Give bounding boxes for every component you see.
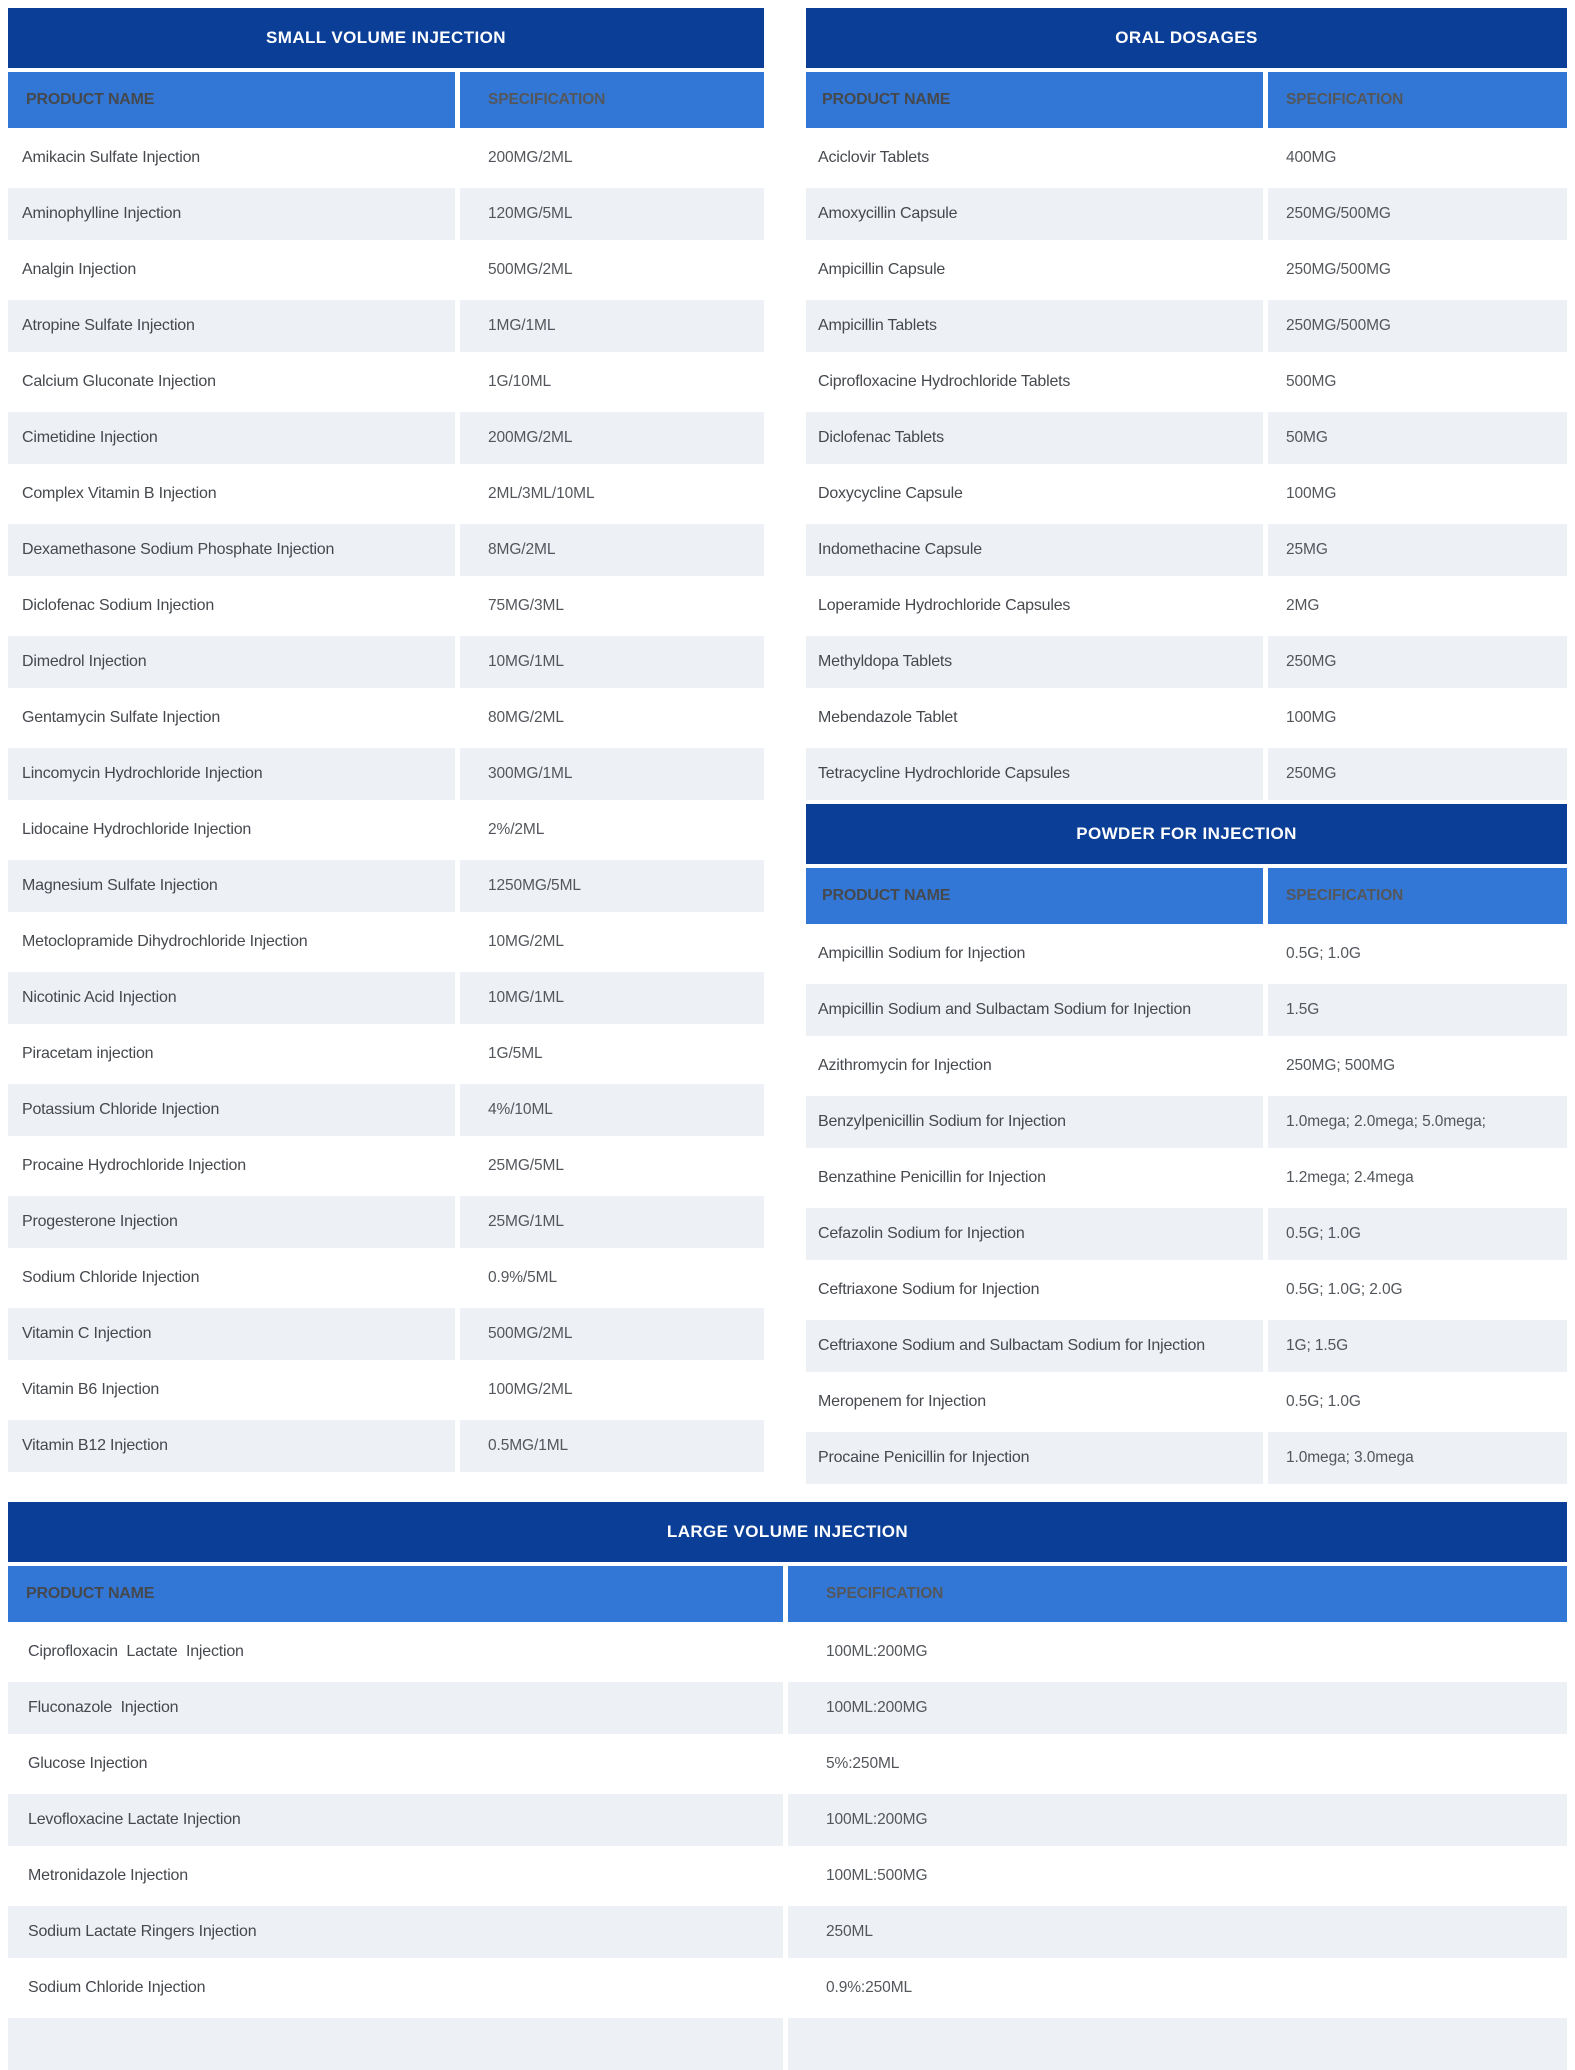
product-name-cell: Vitamin B12 Injection — [8, 1420, 455, 1472]
product-name-cell: Ciprofloxacine Hydrochloride Tablets — [806, 356, 1263, 408]
table-row — [806, 1320, 1567, 1372]
specification-cell: 100MG — [1268, 468, 1567, 520]
product-name-cell: Magnesium Sulfate Injection — [8, 860, 455, 912]
product-name-cell: Sodium Lactate Ringers Injection — [8, 1906, 783, 1958]
product-name-cell: Benzathine Penicillin for Injection — [806, 1152, 1263, 1204]
table-row — [8, 1906, 1567, 1958]
small-volume-injection-table — [8, 8, 764, 1472]
table-row — [8, 356, 764, 408]
table-row — [806, 1208, 1567, 1260]
product-name-cell: Aciclovir Tablets — [806, 132, 1263, 184]
table-rows — [806, 132, 1567, 800]
specification-cell: 0.9%:250ML — [788, 1962, 1567, 2014]
product-name-cell: Potassium Chloride Injection — [8, 1084, 455, 1136]
specification-cell: 200MG/2ML — [460, 132, 764, 184]
specification-cell: 10MG/1ML — [460, 972, 764, 1024]
table-row — [806, 580, 1567, 632]
product-name-cell: Metronidazole Injection — [8, 1850, 783, 1902]
specification-cell: 120MG/5ML — [460, 188, 764, 240]
specification-cell: 4%/10ML — [460, 1084, 764, 1136]
oral-dosages-table — [806, 8, 1567, 800]
table-row — [8, 916, 764, 968]
product-name-cell: Azithromycin for Injection — [806, 1040, 1263, 1092]
table-row — [8, 1252, 764, 1304]
table-row — [806, 1096, 1567, 1148]
product-name-cell — [8, 2018, 783, 2070]
specification-cell: 500MG — [1268, 356, 1567, 408]
specification-cell: 100ML:500MG — [788, 1850, 1567, 1902]
specification-cell: 250ML — [788, 1906, 1567, 1958]
product-name-cell: Ampicillin Sodium and Sulbactam Sodium for Injection — [806, 984, 1263, 1036]
table-row — [806, 1376, 1567, 1428]
specification-cell: 1G; 1.5G — [1268, 1320, 1567, 1372]
table-row — [8, 1196, 764, 1248]
product-name-cell: Ampicillin Tablets — [806, 300, 1263, 352]
specification-cell: 0.5MG/1ML — [460, 1420, 764, 1472]
table-title: POWDER FOR INJECTION — [806, 804, 1567, 864]
table-row — [806, 468, 1567, 520]
specification-cell: 250MG/500MG — [1268, 244, 1567, 296]
specification-cell: 25MG — [1268, 524, 1567, 576]
table-row — [8, 1028, 764, 1080]
table-row — [8, 860, 764, 912]
partial-clipped-row — [8, 2018, 1567, 2070]
table-row — [8, 972, 764, 1024]
specification-cell: 10MG/1ML — [460, 636, 764, 688]
product-name-cell: Procaine Hydrochloride Injection — [8, 1140, 455, 1192]
product-name-cell: Vitamin B6 Injection — [8, 1364, 455, 1416]
specification-cell: 1.0mega; 3.0mega — [1268, 1432, 1567, 1484]
specification-cell: 100ML:200MG — [788, 1794, 1567, 1846]
specification-column-header: SPECIFICATION — [1268, 868, 1567, 924]
table-row — [8, 132, 764, 184]
large-volume-injection-table — [8, 1502, 1567, 2070]
product-name-cell: Aminophylline Injection — [8, 188, 455, 240]
table-row — [8, 1420, 764, 1472]
table-row — [8, 1682, 1567, 1734]
specification-cell: 1250MG/5ML — [460, 860, 764, 912]
product-name-cell: Levofloxacine Lactate Injection — [8, 1794, 783, 1846]
specification-cell: 400MG — [1268, 132, 1567, 184]
product-name-cell: Calcium Gluconate Injection — [8, 356, 455, 408]
specification-cell: 10MG/2ML — [460, 916, 764, 968]
product-name-cell: Cefazolin Sodium for Injection — [806, 1208, 1263, 1260]
specification-cell: 250MG — [1268, 748, 1567, 800]
table-title: SMALL VOLUME INJECTION — [8, 8, 764, 68]
table-rows — [8, 132, 764, 1472]
specification-cell: 1MG/1ML — [460, 300, 764, 352]
specification-column-header: SPECIFICATION — [788, 1566, 1567, 1622]
product-name-column-header: PRODUCT NAME — [806, 72, 1263, 128]
column-header-row — [806, 868, 1567, 924]
product-name-cell: Benzylpenicillin Sodium for Injection — [806, 1096, 1263, 1148]
product-name-cell: Metoclopramide Dihydrochloride Injection — [8, 916, 455, 968]
specification-cell: 500MG/2ML — [460, 1308, 764, 1360]
table-title: LARGE VOLUME INJECTION — [8, 1502, 1567, 1562]
specification-cell: 100MG — [1268, 692, 1567, 744]
specification-cell: 5%:250ML — [788, 1738, 1567, 1790]
table-row — [806, 356, 1567, 408]
table-row — [8, 636, 764, 688]
specification-cell: 8MG/2ML — [460, 524, 764, 576]
product-name-column-header: PRODUCT NAME — [806, 868, 1263, 924]
table-row — [8, 1962, 1567, 2014]
specification-cell: 500MG/2ML — [460, 244, 764, 296]
product-name-cell: Amoxycillin Capsule — [806, 188, 1263, 240]
specification-column-header: SPECIFICATION — [1268, 72, 1567, 128]
table-row — [806, 636, 1567, 688]
specification-cell: 0.5G; 1.0G — [1268, 1208, 1567, 1260]
product-name-cell: Tetracycline Hydrochloride Capsules — [806, 748, 1263, 800]
table-row — [806, 748, 1567, 800]
product-name-cell: Analgin Injection — [8, 244, 455, 296]
product-name-cell: Procaine Penicillin for Injection — [806, 1432, 1263, 1484]
table-row — [806, 412, 1567, 464]
specification-column-header: SPECIFICATION — [460, 72, 764, 128]
specification-cell: 50MG — [1268, 412, 1567, 464]
specification-cell: 300MG/1ML — [460, 748, 764, 800]
product-name-cell: Ciprofloxacin Lactate Injection — [8, 1626, 783, 1678]
specification-cell: 200MG/2ML — [460, 412, 764, 464]
table-row — [8, 1626, 1567, 1678]
table-row — [806, 188, 1567, 240]
specification-cell: 0.5G; 1.0G; 2.0G — [1268, 1264, 1567, 1316]
product-name-cell: Cimetidine Injection — [8, 412, 455, 464]
product-name-cell: Diclofenac Tablets — [806, 412, 1263, 464]
specification-cell: 100MG/2ML — [460, 1364, 764, 1416]
table-row — [806, 1264, 1567, 1316]
table-row — [8, 300, 764, 352]
table-row — [806, 244, 1567, 296]
left-column — [8, 8, 764, 1476]
table-row — [806, 524, 1567, 576]
specification-cell: 250MG; 500MG — [1268, 1040, 1567, 1092]
product-name-cell: Fluconazole Injection — [8, 1682, 783, 1734]
table-row — [8, 1364, 764, 1416]
product-name-cell: Complex Vitamin B Injection — [8, 468, 455, 520]
table-row — [8, 188, 764, 240]
product-name-cell: Gentamycin Sulfate Injection — [8, 692, 455, 744]
column-header-row — [8, 72, 764, 128]
table-rows — [8, 1626, 1567, 2014]
table-row — [806, 1432, 1567, 1484]
product-name-cell: Indomethacine Capsule — [806, 524, 1263, 576]
product-name-cell: Ceftriaxone Sodium and Sulbactam Sodium for Injection — [806, 1320, 1263, 1372]
product-name-cell: Vitamin C Injection — [8, 1308, 455, 1360]
specification-cell: 80MG/2ML — [460, 692, 764, 744]
specification-cell: 100ML:200MG — [788, 1682, 1567, 1734]
specification-cell: 1G/10ML — [460, 356, 764, 408]
product-name-cell: Methyldopa Tablets — [806, 636, 1263, 688]
product-name-cell: Dexamethasone Sodium Phosphate Injection — [8, 524, 455, 576]
specification-cell: 25MG/5ML — [460, 1140, 764, 1192]
specification-cell: 2%/2ML — [460, 804, 764, 856]
table-row — [8, 412, 764, 464]
table-row — [806, 1040, 1567, 1092]
product-name-cell: Sodium Chloride Injection — [8, 1962, 783, 2014]
table-row — [8, 748, 764, 800]
specification-cell: 25MG/1ML — [460, 1196, 764, 1248]
product-name-cell: Ceftriaxone Sodium for Injection — [806, 1264, 1263, 1316]
table-row — [8, 1738, 1567, 1790]
specification-cell: 0.5G; 1.0G — [1268, 1376, 1567, 1428]
specification-cell: 1.2mega; 2.4mega — [1268, 1152, 1567, 1204]
product-name-cell: Lidocaine Hydrochloride Injection — [8, 804, 455, 856]
product-name-cell: Diclofenac Sodium Injection — [8, 580, 455, 632]
product-name-cell: Dimedrol Injection — [8, 636, 455, 688]
table-row — [8, 804, 764, 856]
product-name-cell: Amikacin Sulfate Injection — [8, 132, 455, 184]
product-name-cell: Loperamide Hydrochloride Capsules — [806, 580, 1263, 632]
table-row — [8, 468, 764, 520]
specification-cell: 250MG — [1268, 636, 1567, 688]
specification-cell: 1.0mega; 2.0mega; 5.0mega; — [1268, 1096, 1567, 1148]
product-name-column-header: PRODUCT NAME — [8, 1566, 783, 1622]
product-name-cell: Doxycycline Capsule — [806, 468, 1263, 520]
specification-cell: 2MG — [1268, 580, 1567, 632]
specification-cell: 75MG/3ML — [460, 580, 764, 632]
table-row — [8, 1794, 1567, 1846]
product-name-cell: Glucose Injection — [8, 1738, 783, 1790]
table-row — [8, 244, 764, 296]
table-row — [806, 928, 1567, 980]
specification-cell: 0.5G; 1.0G — [1268, 928, 1567, 980]
product-name-cell: Ampicillin Sodium for Injection — [806, 928, 1263, 980]
product-name-column-header: PRODUCT NAME — [8, 72, 455, 128]
specification-cell: 250MG/500MG — [1268, 300, 1567, 352]
table-row — [806, 132, 1567, 184]
product-name-cell: Lincomycin Hydrochloride Injection — [8, 748, 455, 800]
table-title: ORAL DOSAGES — [806, 8, 1567, 68]
table-row — [8, 1140, 764, 1192]
table-row — [8, 524, 764, 576]
specification-cell — [788, 2018, 1567, 2070]
specification-cell: 250MG/500MG — [1268, 188, 1567, 240]
powder-for-injection-table — [806, 804, 1567, 1484]
table-row — [8, 1084, 764, 1136]
table-row — [8, 1308, 764, 1360]
right-column — [806, 8, 1567, 1488]
table-row — [806, 300, 1567, 352]
table-rows — [806, 928, 1567, 1484]
product-name-cell: Sodium Chloride Injection — [8, 1252, 455, 1304]
table-row — [806, 1152, 1567, 1204]
specification-cell: 1G/5ML — [460, 1028, 764, 1080]
table-row — [806, 984, 1567, 1036]
table-row — [8, 692, 764, 744]
column-header-row — [8, 1566, 1567, 1622]
specification-cell: 2ML/3ML/10ML — [460, 468, 764, 520]
specification-cell: 1.5G — [1268, 984, 1567, 1036]
table-row — [8, 1850, 1567, 1902]
specification-cell: 100ML:200MG — [788, 1626, 1567, 1678]
product-name-cell: Meropenem for Injection — [806, 1376, 1263, 1428]
product-name-cell: Nicotinic Acid Injection — [8, 972, 455, 1024]
product-name-cell: Progesterone Injection — [8, 1196, 455, 1248]
product-name-cell: Atropine Sulfate Injection — [8, 300, 455, 352]
product-name-cell: Piracetam injection — [8, 1028, 455, 1080]
product-name-cell: Mebendazole Tablet — [806, 692, 1263, 744]
column-header-row — [806, 72, 1567, 128]
product-name-cell: Ampicillin Capsule — [806, 244, 1263, 296]
top-tables-area — [8, 8, 1567, 1488]
table-row — [806, 692, 1567, 744]
specification-cell: 0.9%/5ML — [460, 1252, 764, 1304]
table-row — [8, 580, 764, 632]
